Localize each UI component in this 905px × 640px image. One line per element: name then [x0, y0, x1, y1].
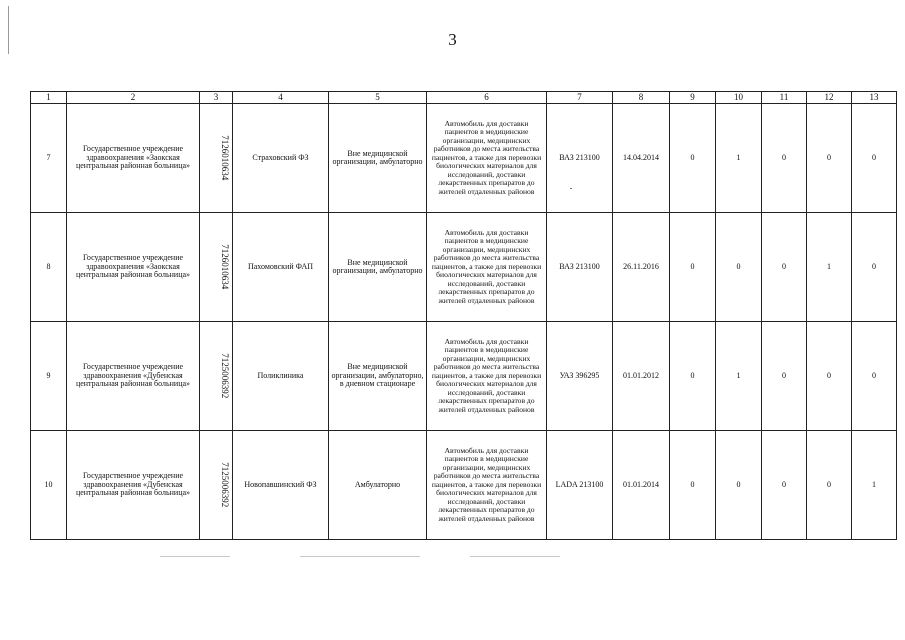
unit-cell: Страховский ФЗ	[233, 104, 329, 213]
scan-artifact-line	[470, 556, 560, 557]
column-header: 2	[67, 92, 200, 104]
unit-cell: Пахомовский ФАП	[233, 213, 329, 322]
unit-cell: Новопавшинский ФЗ	[233, 431, 329, 540]
org-code-text: 7126010634	[220, 135, 231, 181]
org-code-text: 7126010634	[220, 244, 231, 290]
table-row	[31, 322, 897, 431]
purpose-cell: Автомобиль для доставки пациентов в медицинские организации, медицинских работников до места жительства пациентов, а также для перевозки биологических материалов для исследований, доставки лекарственных препаратов до жителей отдаленных районов	[427, 431, 547, 540]
page-number: 3	[448, 30, 457, 49]
column-header: 9	[670, 92, 716, 104]
scan-speck	[570, 188, 572, 189]
column-header: 5	[329, 92, 427, 104]
column-header: 11	[762, 92, 807, 104]
header-row	[31, 92, 897, 104]
vehicle-model-cell: ВАЗ 213100	[547, 213, 613, 322]
table-row	[31, 104, 897, 213]
org-code-cell	[200, 213, 233, 322]
count-cell: 1	[716, 104, 762, 213]
care-type-cell: Амбулаторно	[329, 431, 427, 540]
count-cell: 0	[762, 431, 807, 540]
purpose-cell: Автомобиль для доставки пациентов в медицинские организации, медицинских работников до места жительства пациентов, а также для перевозки биологических материалов для исследований, доставки лекарственных препаратов до жителей отдаленных районов	[427, 322, 547, 431]
row-number-cell: 9	[31, 322, 67, 431]
org-code-text: 7125006392	[220, 353, 231, 399]
scan-artifact-line	[160, 556, 230, 557]
org-code-text: 7125006392	[220, 462, 231, 508]
date-cell: 01.01.2014	[613, 431, 670, 540]
count-cell: 0	[670, 431, 716, 540]
care-type-cell: Вне медицинской организации, амбулаторно	[329, 213, 427, 322]
row-number-cell: 7	[31, 104, 67, 213]
unit-cell: Поликлиника	[233, 322, 329, 431]
date-cell: 26.11.2016	[613, 213, 670, 322]
column-header: 3	[200, 92, 233, 104]
purpose-cell: Автомобиль для доставки пациентов в медицинские организации, медицинских работников до места жительства пациентов, а также для перевозки биологических материалов для исследований, доставки лекарственных препаратов до жителей отдаленных районов	[427, 104, 547, 213]
org-code-cell	[200, 104, 233, 213]
org-code-cell	[200, 431, 233, 540]
institution-cell: Государственное учреждение здравоохранения «Заокская центральная районная больница»	[67, 213, 200, 322]
vehicle-model-cell: LADA 213100	[547, 431, 613, 540]
column-header: 4	[233, 92, 329, 104]
count-cell: 0	[852, 213, 897, 322]
table-row	[31, 213, 897, 322]
column-header: 13	[852, 92, 897, 104]
count-cell: 1	[807, 213, 852, 322]
count-cell: 0	[807, 322, 852, 431]
count-cell: 1	[716, 322, 762, 431]
scan-artifact-line	[300, 556, 420, 557]
institution-cell: Государственное учреждение здравоохранения «Заокская центральная районная больница»	[67, 104, 200, 213]
column-header: 8	[613, 92, 670, 104]
row-number-cell: 10	[31, 431, 67, 540]
count-cell: 1	[852, 431, 897, 540]
count-cell: 0	[762, 322, 807, 431]
vehicle-table	[30, 91, 897, 540]
column-header: 12	[807, 92, 852, 104]
count-cell: 0	[670, 104, 716, 213]
count-cell: 0	[716, 213, 762, 322]
count-cell: 0	[670, 213, 716, 322]
column-header: 7	[547, 92, 613, 104]
count-cell: 0	[807, 431, 852, 540]
date-cell: 01.01.2012	[613, 322, 670, 431]
institution-cell: Государственное учреждение здравоохранения «Дубенская центральная районная больница»	[67, 322, 200, 431]
count-cell: 0	[670, 322, 716, 431]
count-cell: 0	[807, 104, 852, 213]
care-type-cell: Вне медицинской организации, амбулаторно	[329, 104, 427, 213]
count-cell: 0	[762, 213, 807, 322]
column-header: 6	[427, 92, 547, 104]
vehicle-model-cell: ВАЗ 213100	[547, 104, 613, 213]
vehicle-model-cell: УАЗ 396295	[547, 322, 613, 431]
row-number-cell: 8	[31, 213, 67, 322]
count-cell: 0	[852, 104, 897, 213]
column-header: 10	[716, 92, 762, 104]
column-header: 1	[31, 92, 67, 104]
care-type-cell: Вне медицинской организации, амбулаторно, в дневном стационаре	[329, 322, 427, 431]
count-cell: 0	[852, 322, 897, 431]
count-cell: 0	[762, 104, 807, 213]
purpose-cell: Автомобиль для доставки пациентов в медицинские организации, медицинских работников до места жительства пациентов, а также для перевозки биологических материалов для исследований, доставки лекарственных препаратов до жителей отдаленных районов	[427, 213, 547, 322]
date-cell: 14.04.2014	[613, 104, 670, 213]
count-cell: 0	[716, 431, 762, 540]
institution-cell: Государственное учреждение здравоохранения «Дубенская центральная районная больница»	[67, 431, 200, 540]
org-code-cell	[200, 322, 233, 431]
table-row	[31, 431, 897, 540]
